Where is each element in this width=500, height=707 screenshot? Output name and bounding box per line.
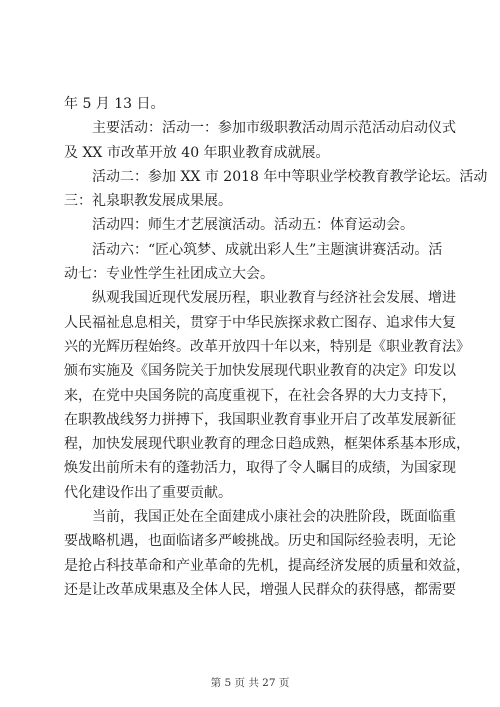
text-line: 及 XX 市改革开放 40 年职业教育成就展。 [64, 144, 330, 161]
text-line: 还是让改革成果惠及全体人民，增强人民群众的获得感，都需要 [64, 581, 456, 598]
text-line: 主要活动：活动一：参加市级职教活动周示范活动启动仪式 [92, 120, 456, 137]
text-line: 动七：专业性学生社团成立大会。 [64, 266, 274, 283]
text-line: 三：礼泉职教发展成果展。 [64, 193, 232, 210]
text-line: 当前，我国正处在全面建成小康社会的决胜阶段，既面临重 [92, 509, 456, 526]
text-line: 活动二：参加 XX 市 2018 年中等职业学校教育教学论坛。活动 [92, 168, 488, 185]
page-number-footer: 第 5 页 共 27 页 [210, 677, 290, 689]
text-line: 来，在党中央国务院的高度重视下，在社会各界的大力支持下， [64, 387, 456, 404]
document-body [64, 92, 488, 602]
text-line: 代化建设作出了重要贡献。 [64, 484, 232, 501]
text-line: 活动四：师生才艺展演活动。活动五：体育运动会。 [92, 217, 414, 234]
text-line: 颁布实施及《国务院关于加快发展现代职业教育的决定》印发以 [64, 363, 456, 380]
text-line: 要战略机遇，也面临诸多严峻挑战。历史和国际经验表明，无论 [64, 533, 456, 550]
text-line: 兴的光辉历程始终。改革开放四十年以来，特别是《职业教育法》 [64, 338, 470, 355]
text-line: 年 5 月 13 日。 [64, 96, 165, 112]
text-line: 活动六：“匠心筑梦、成就出彩人生”主题演讲赛活动。活 [92, 241, 443, 258]
text-line: 焕发出前所未有的蓬勃活力，取得了令人瞩目的成绩，为国家现 [64, 460, 456, 477]
text-line: 是抢占科技革命和产业革命的先机，提高经济发展的质量和效益， [64, 557, 470, 574]
text-line: 在职教战线努力拼搏下，我国职业教育事业开启了改革发展新征 [64, 411, 456, 428]
text-line: 纵观我国近现代发展历程，职业教育与经济社会发展、增进 [92, 290, 456, 307]
text-line: 人民福祉息息相关，贯穿于中华民族探求救亡图存、追求伟大复 [64, 314, 456, 331]
text-line: 程，加快发展现代职业教育的理念日趋成熟，框架体系基本形成， [64, 436, 470, 453]
